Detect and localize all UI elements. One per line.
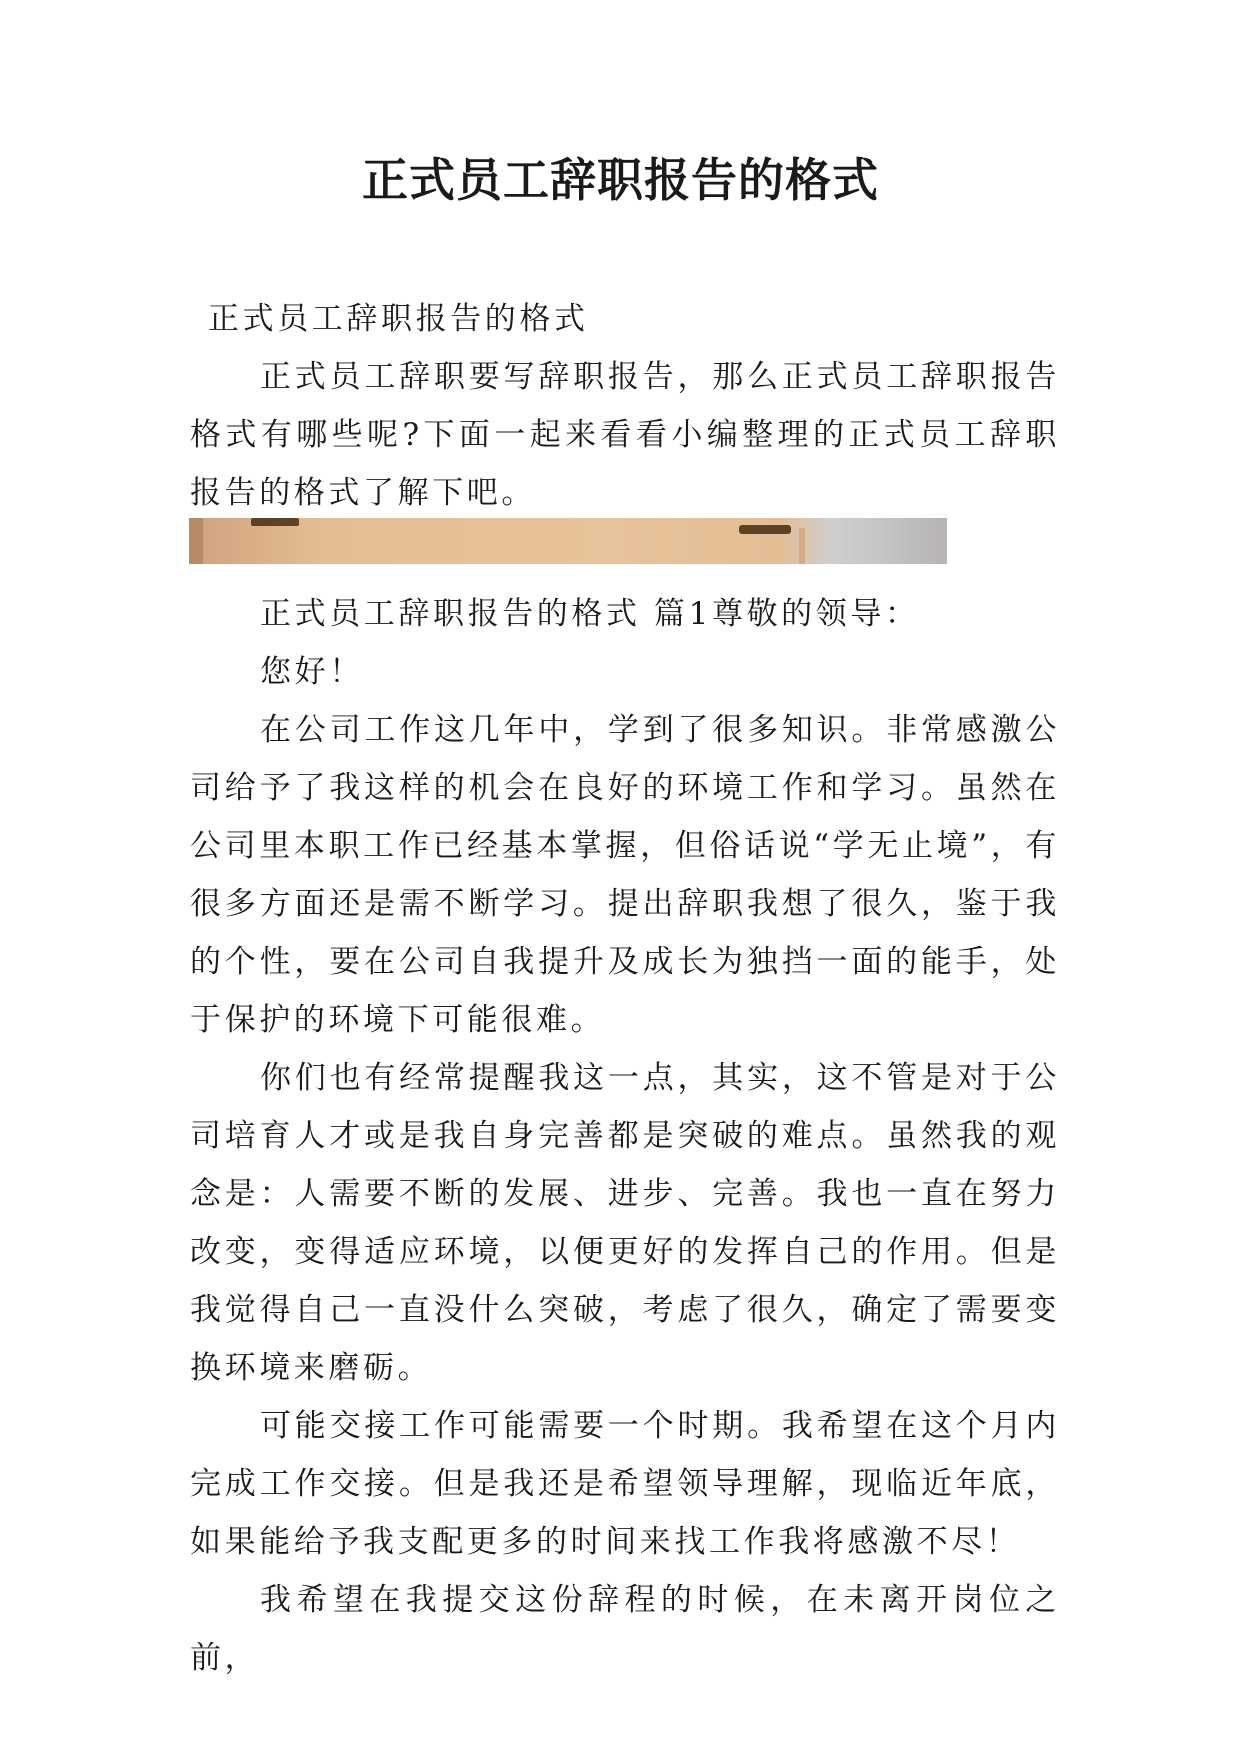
- body-paragraph: 你们也有经常提醒我这一点，其实，这不管是对于公司培育人才或是我自身完善都是突破的难点。虽然我的观念是：人需要不断的发展、进步、完善。我也一直在努力改变，变得适应环境，以便更好的发挥自己的作用。但是我觉得自己一直没什么突破，考虑了很久，确定了需要变换环境来磨砺。: [190, 1060, 1060, 1386]
- banner-edge: [189, 518, 203, 564]
- document-title: 正式员工辞职报告的格式: [362, 153, 879, 207]
- decorative-banner-image: [189, 518, 947, 564]
- document-body-top: [190, 290, 1060, 522]
- letter-heading: 正式员工辞职报告的格式 篇1尊敬的领导：: [260, 596, 920, 632]
- body-paragraph: 可能交接工作可能需要一个时期。我希望在这个月内完成工作交接。但是我还是希望领导理解，现临近年底，如果能给予我支配更多的时间来找工作我将感激不尽！: [190, 1408, 1060, 1560]
- body-paragraph: 在公司工作这几年中，学到了很多知识。非常感激公司给予了我这样的机会在良好的环境工作和学习。虽然在公司里本职工作已经基本掌握，但俗话说“学无止境”，有很多方面还是需不断学习。提出辞职我想了很久，鉴于我的个性，要在公司自我提升及成长为独挡一面的能手，处于保护的环境下可能很难。: [190, 712, 1060, 1038]
- document-subtitle: 正式员工辞职报告的格式: [208, 301, 589, 337]
- intro-paragraph: 正式员工辞职要写辞职报告，那么正式员工辞职报告格式有哪些呢?下面一起来看看小编整理的正式员工辞职报告的格式了解下吧。: [190, 359, 1060, 511]
- banner-mark: [251, 518, 299, 526]
- body-paragraph: 我希望在我提交这份辞程的时候，在未离开岗位之前，: [190, 1582, 1060, 1676]
- document-body: [190, 585, 1060, 1687]
- banner-mark: [739, 525, 791, 534]
- greeting: 您好！: [260, 654, 364, 690]
- banner-fold: [799, 528, 805, 564]
